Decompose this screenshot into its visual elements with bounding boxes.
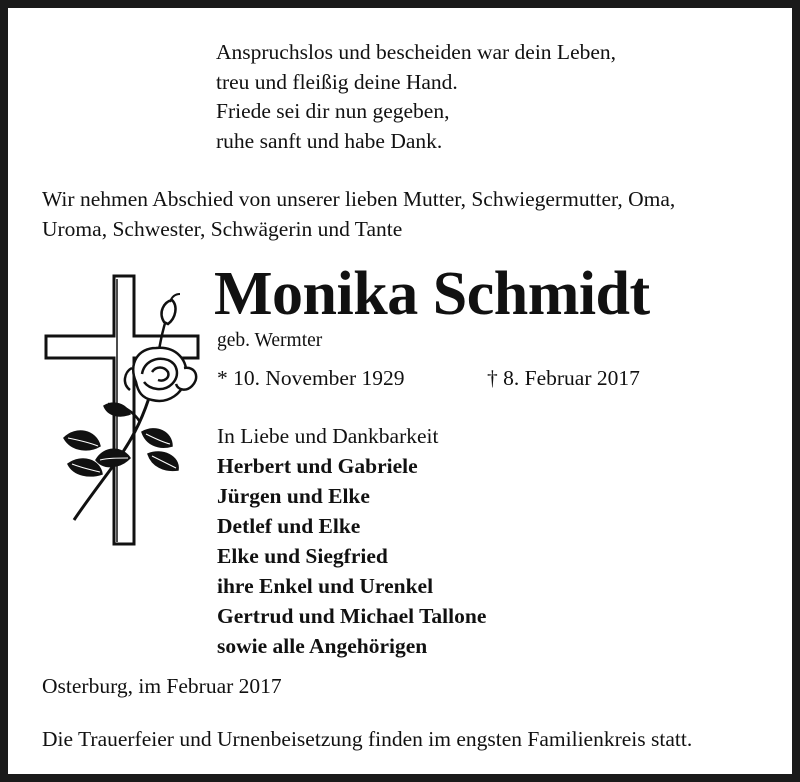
cross-with-rose-icon bbox=[38, 272, 208, 552]
poem-line: treu und fleißig deine Hand. bbox=[216, 69, 458, 94]
mourner-entry: Elke und Siegfried bbox=[217, 544, 388, 568]
poem bbox=[216, 38, 616, 156]
mourners-lead: In Liebe und Dankbarkeit bbox=[217, 424, 439, 448]
mourner-entry: ihre Enkel und Urenkel bbox=[217, 574, 434, 598]
intro-line: Uroma, Schwester, Schwägerin und Tante bbox=[42, 217, 403, 241]
mourner-entry: sowie alle Angehörigen bbox=[217, 634, 428, 658]
death-date: † 8. Februar 2017 bbox=[487, 366, 640, 390]
poem-line: Friede sei dir nun gegeben, bbox=[216, 99, 450, 123]
mourner-entry: Detlef und Elke bbox=[217, 514, 361, 538]
intro-line: Wir nehmen Abschied von unserer lieben Mutter, Schwiegermutter, Oma, bbox=[42, 187, 676, 211]
poem-line: Anspruchslos und bescheiden war dein Leben, bbox=[216, 40, 617, 64]
mourner-entry: Jürgen und Elke bbox=[217, 484, 370, 508]
mourners-list bbox=[217, 421, 486, 661]
birth-name: geb. Wermter bbox=[217, 330, 323, 351]
mourner-entry: Gertrud und Michael Tallone bbox=[217, 604, 487, 628]
deceased-name: Monika Schmidt bbox=[214, 260, 650, 328]
poem-line: ruhe sanft und habe Dank. bbox=[216, 128, 443, 153]
birth-date: * 10. November 1929 bbox=[217, 366, 405, 390]
funeral-notice: Die Trauerfeier und Urnenbeisetzung finden im engsten Familienkreis statt. bbox=[42, 727, 693, 751]
intro-text bbox=[42, 184, 675, 244]
mourner-entry: Herbert und Gabriele bbox=[217, 454, 418, 478]
place-date: Osterburg, im Februar 2017 bbox=[42, 674, 282, 698]
